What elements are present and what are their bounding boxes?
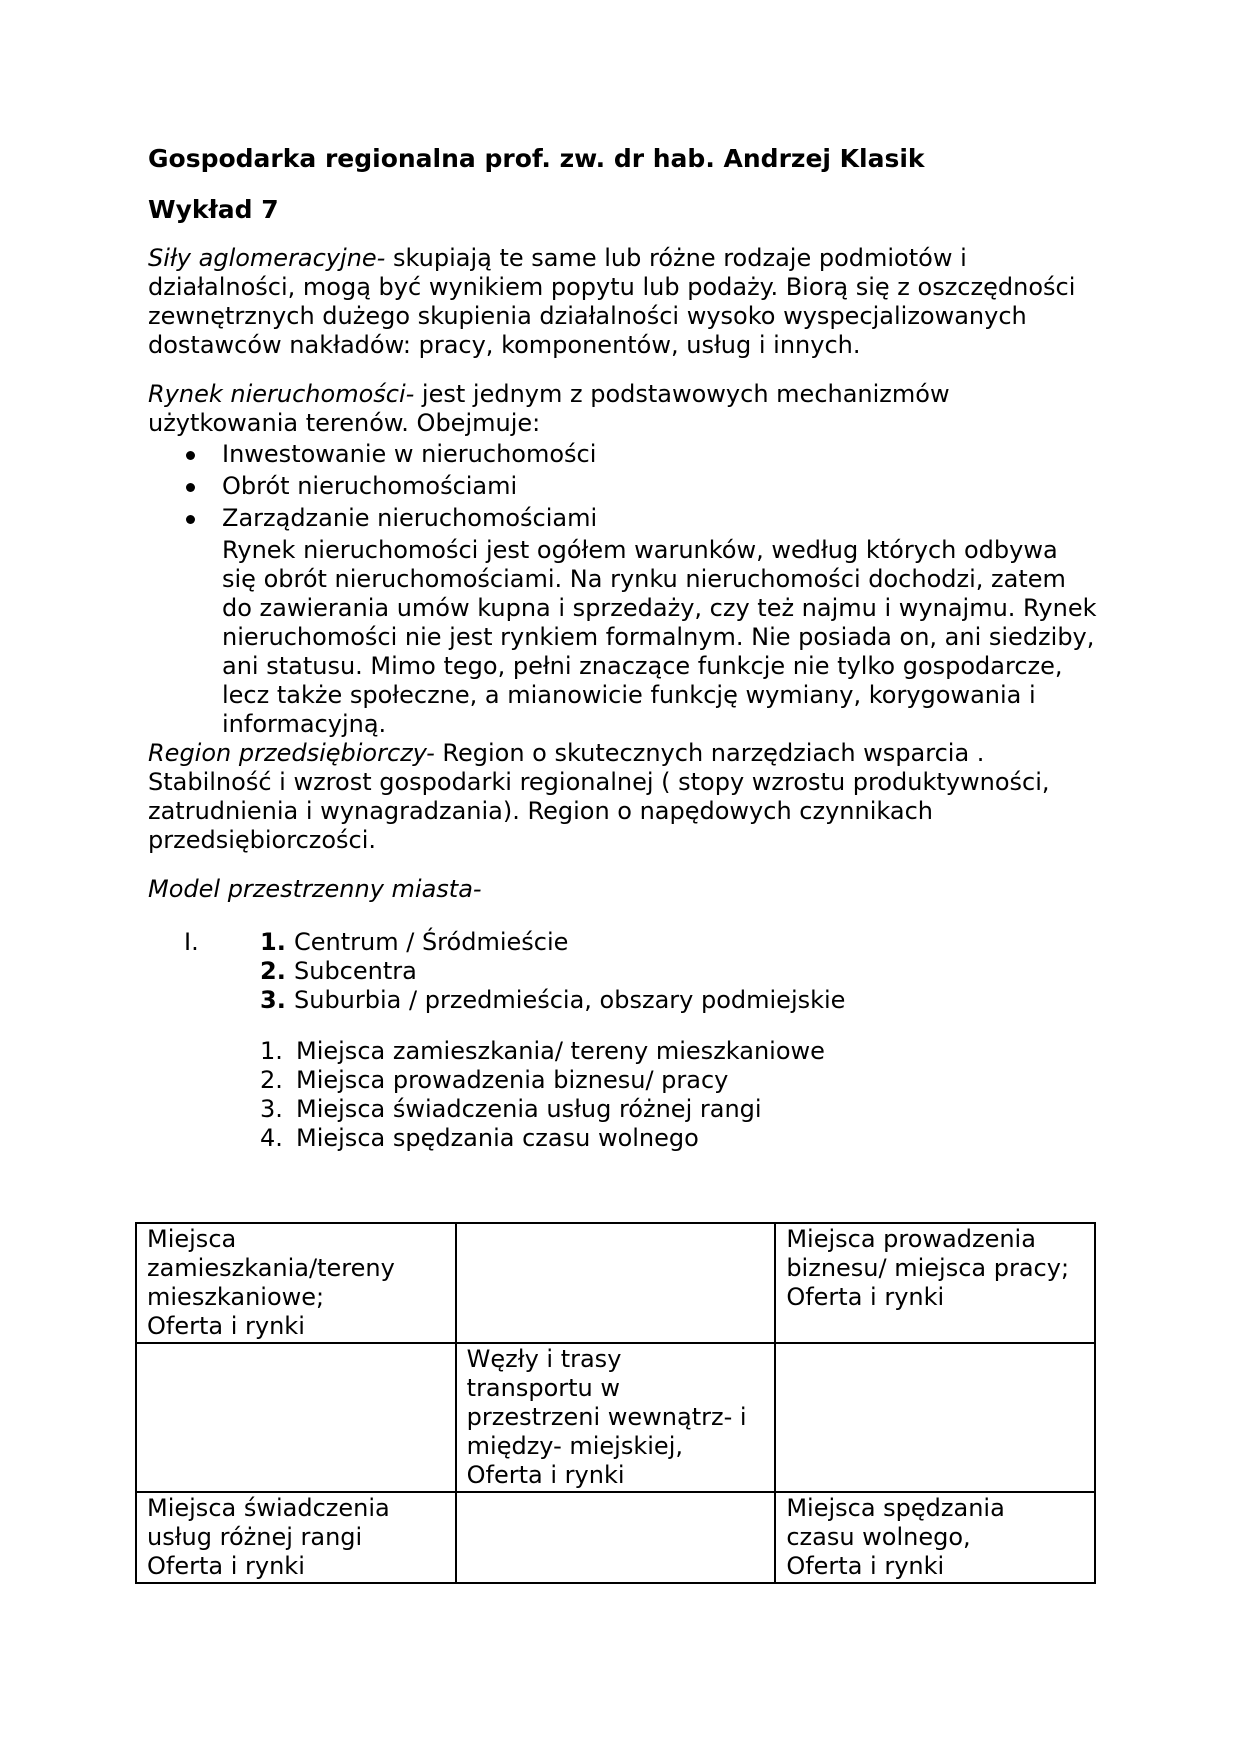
entrepreneurial-region-term: Region przedsiębiorczy-	[148, 739, 435, 767]
table-cell-empty	[456, 1223, 776, 1343]
real-estate-description: Rynek nieruchomości jest ogółem warunków, według których odbywa się obrót nieruchomościami. Na rynku nieruchomości dochodzi, zatem do zawierania umów kupna i sprzedaży, czy też najmu i wynajmu. Rynek nieruchomości nie jest rynkiem formalnym. Nie posiada on, ani siedziby, ani statusu. Mimo tego, pełni znaczące funkcje nie tylko gospodarcze, lecz także społeczne, a mianowicie funkcję wymiany, korygowania i informacyjną.	[222, 536, 1097, 738]
roman-numeral: I.	[184, 928, 199, 956]
real-estate-paragraph	[148, 380, 1098, 438]
list-item: 4. Miejsca spędzania czasu wolnego	[260, 1124, 699, 1152]
table-row	[136, 1223, 1095, 1343]
document-title: Gospodarka regionalna prof. zw. dr hab. Andrzej Klasik	[148, 144, 925, 173]
table-row	[136, 1492, 1095, 1583]
real-estate-term: Rynek nieruchomości-	[148, 380, 415, 408]
table-cell-empty	[775, 1343, 1095, 1492]
table-cell-transport: Węzły i trasy transportu w przestrzeni wewnątrz- i między- miejskiej, Oferta i rynki	[456, 1343, 776, 1492]
table-cell-leisure: Miejsca spędzania czasu wolnego, Oferta i rynki	[775, 1492, 1095, 1583]
agglomeration-text: skupiają te same lub różne rodzaje podmiotów i działalności, mogą być wynikiem popytu lub podaży. Biorą się z oszczędności zewnętrznych dużego skupienia działalności wysoko wyspecjalizowanych dostawców nakładów: pracy, komponentów, usług i innych.	[148, 244, 1076, 359]
city-zones-list	[260, 928, 1098, 1015]
list-item: 1. Centrum / Śródmieście	[260, 928, 569, 956]
entrepreneurial-region-paragraph	[148, 739, 1098, 855]
list-item: Inwestowanie w nieruchomości	[222, 440, 1098, 469]
table-cell-empty	[136, 1343, 456, 1492]
table-cell-empty	[456, 1492, 776, 1583]
table-cell-services: Miejsca świadczenia usług różnej rangi Oferta i rynki	[136, 1492, 456, 1583]
list-item: 1. Miejsca zamieszkania/ tereny mieszkaniowe	[260, 1037, 825, 1065]
city-zones-block	[148, 928, 1098, 1015]
agglomeration-term: Siły aglomeracyjne-	[148, 244, 386, 272]
table-cell-residential: Miejsca zamieszkania/tereny mieszkaniowe; Oferta i rynki	[136, 1223, 456, 1343]
list-item: 3. Miejsca świadczenia usług różnej rangi	[260, 1095, 762, 1123]
table-row	[136, 1343, 1095, 1492]
document-page	[148, 144, 1098, 1153]
city-model-title: Model przestrzenny miasta-	[148, 875, 482, 903]
city-places-list	[260, 1037, 1098, 1153]
agglomeration-paragraph	[148, 244, 1098, 360]
real-estate-bullet-list	[148, 440, 1098, 533]
table-cell-business: Miejsca prowadzenia biznesu/ miejsca pracy; Oferta i rynki	[775, 1223, 1095, 1343]
city-model-table	[135, 1222, 1096, 1584]
list-item: Obrót nieruchomościami	[222, 472, 1098, 501]
real-estate-text: jest jednym z podstawowych mechanizmów użytkowania terenów. Obejmuje:	[148, 380, 950, 437]
list-item: 2. Miejsca prowadzenia biznesu/ pracy	[260, 1066, 729, 1094]
list-item: 2. Subcentra	[260, 957, 417, 985]
lecture-number: Wykład 7	[148, 195, 279, 224]
entrepreneurial-region-text: Region o skutecznych narzędziach wsparcia . Stabilność i wzrost gospodarki regionalnej ( stopy wzrostu produktywności, zatrudnienia i wynagradzania). Region o napędowych czynnikach przedsiębiorczości.	[148, 739, 1050, 854]
list-item: 3. Suburbia / przedmieścia, obszary podmiejskie	[260, 986, 846, 1014]
list-item: Zarządzanie nieruchomościami	[222, 504, 1098, 533]
